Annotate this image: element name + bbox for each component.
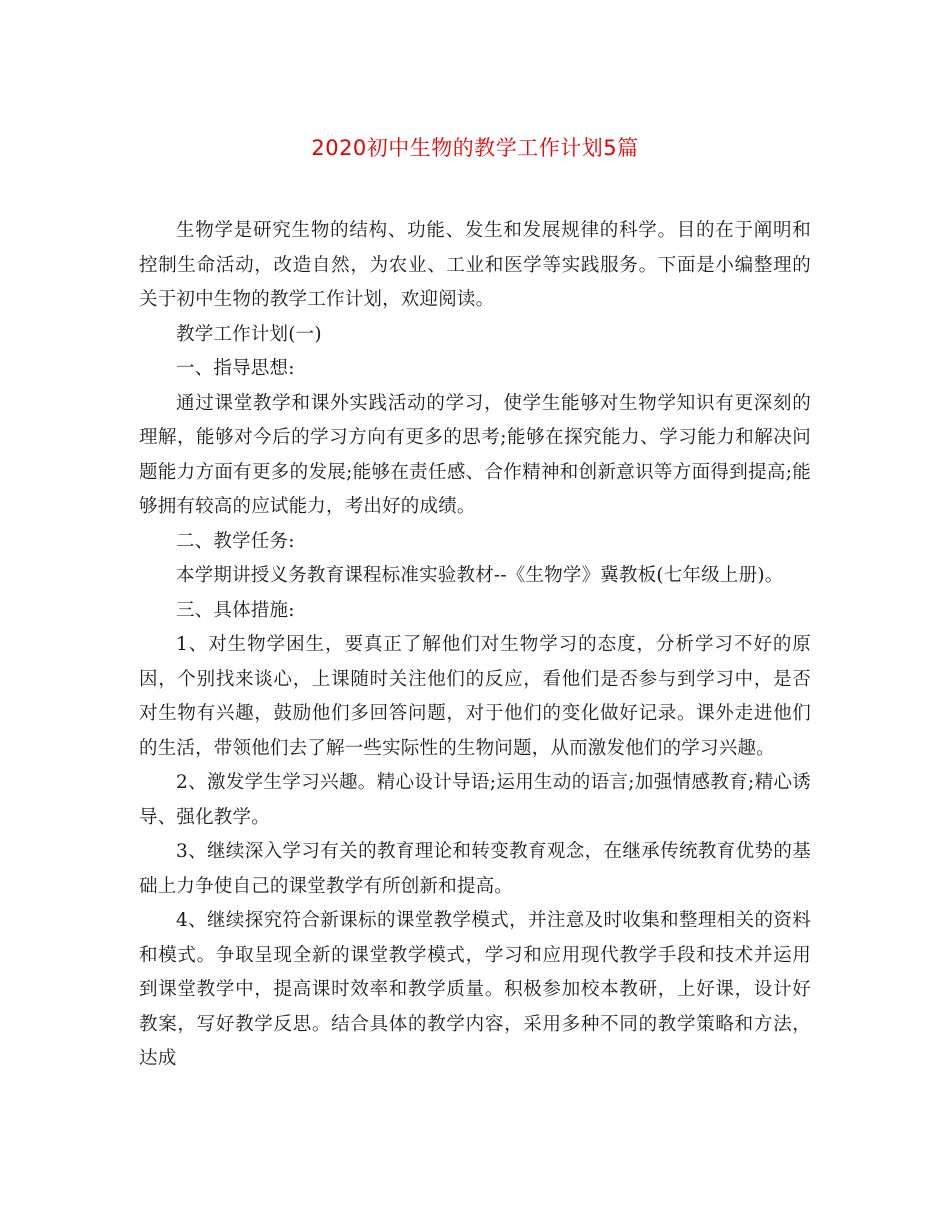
document-title: 2020初中生物的教学工作计划5篇 — [311, 136, 639, 160]
document-body — [139, 214, 811, 1077]
section-heading-plan-1: 教学工作计划(一) — [176, 323, 322, 345]
paragraph-measure-3: 3、继续深入学习有关的教育理论和转变教育观念，在继承传统教育优势的基础上力争使自己的课堂教学有所创新和提高。 — [139, 841, 811, 897]
section-heading-teaching-task: 二、教学任务: — [176, 530, 295, 552]
section-heading-measures: 三、具体措施: — [176, 599, 295, 621]
paragraph-measure-2: 2、激发学生学习兴趣。精心设计导语;运用生动的语言;加强情感教育;精心诱导、强化教学。 — [139, 772, 811, 828]
section-heading-guiding-ideology: 一、指导思想: — [176, 358, 295, 379]
paragraph-teaching-task: 本学期讲授义务教育课程标准实验教材--《生物学》冀教板(七年级上册)。 — [176, 565, 784, 586]
paragraph-measure-1: 1、对生物学困生，要真正了解他们对生物学习的态度，分析学习不好的原因，个别找来谈心，上课随时关注他们的反应，看他们是否参与到学习中，是否对生物有兴趣，鼓励他们多回答问题，对于他们的变化做好记录。课外走进他们的生活，带领他们去了解一些实际性的生物问题，从而激发他们的学习兴趣。 — [139, 634, 811, 759]
paragraph-measure-4: 4、继续探究符合新课标的课堂教学模式，并注意及时收集和整理相关的资料和模式。争取呈现全新的课堂教学模式，学习和应用现代教学手段和技术并运用到课堂教学中，提高课时效率和教学质量。积极参加校本教研，上好课，设计好教案，写好教学反思。结合具体的教学内容，采用多种不同的教学策略和方法，达成 — [139, 910, 811, 1069]
paragraph-intro: 生物学是研究生物的结构、功能、发生和发展规律的科学。目的在于阐明和控制生命活动，改造自然，为农业、工业和医学等实践服务。下面是小编整理的关于初中生物的教学工作计划，欢迎阅读。 — [139, 220, 811, 310]
paragraph-guiding-ideology: 通过课堂教学和课外实践活动的学习，使学生能够对生物学知识有更深刻的理解，能够对今后的学习方向有更多的思考;能够在探究能力、学习能力和解决问题能力方面有更多的发展;能够在责任感、合作精神和创新意识等方面得到提高;能够拥有较高的应试能力，考出好的成绩。 — [139, 392, 811, 517]
